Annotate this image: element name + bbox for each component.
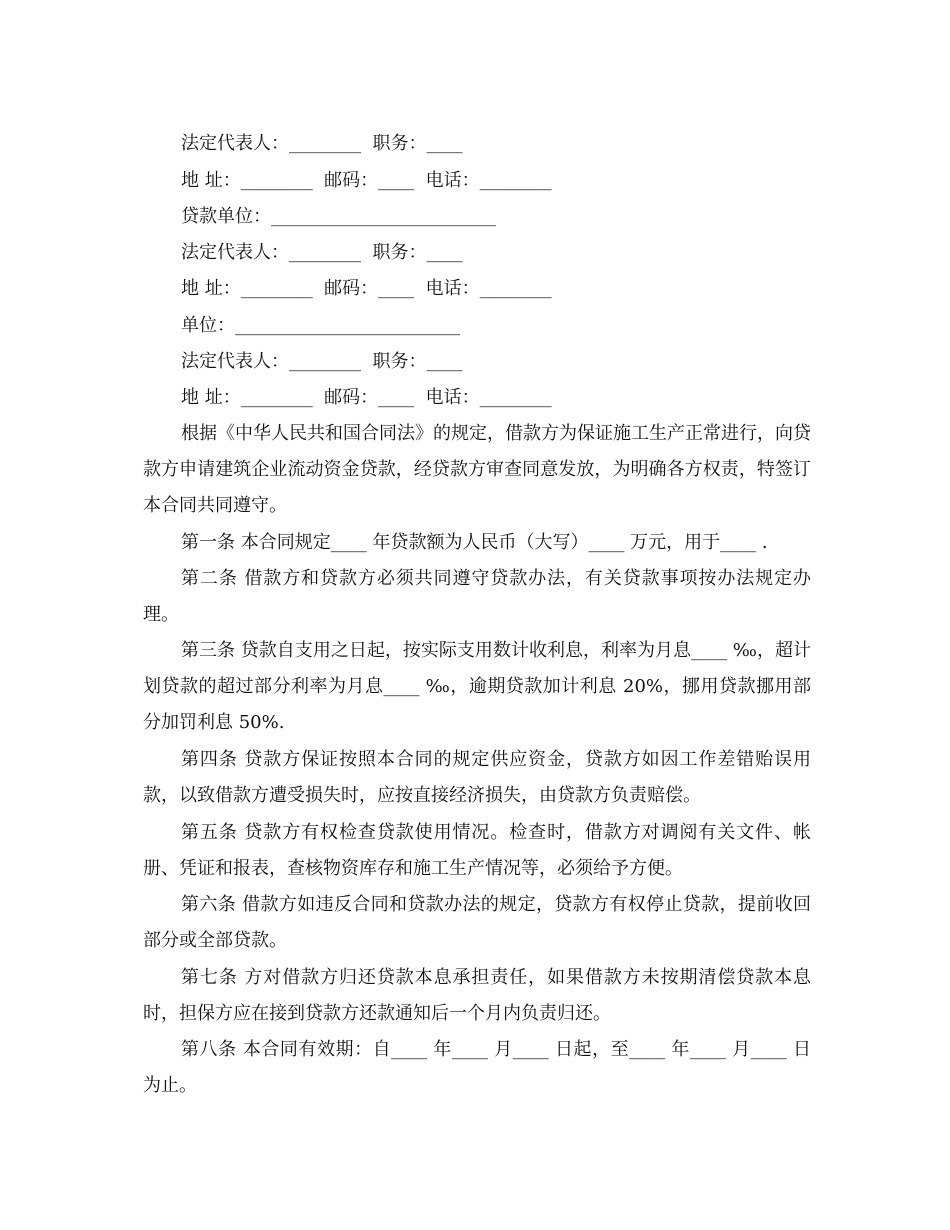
address-line-3: 地 址：________ 邮码：____ 电话：________ <box>181 387 552 408</box>
address-line-2: 地 址：________ 邮码：____ 电话：________ <box>181 278 552 299</box>
article-2-paragraph: 第二条 借款方和贷款方必须共同遵守贷款办法，有关贷款事项按办法规定办理。 <box>143 568 811 626</box>
legal-representative-line-2: 法定代表人：________ 职务：____ <box>181 242 463 263</box>
article-4-paragraph: 第四条 贷款方保证按照本合同的规定供应资金，贷款方如因工作差错贻误用款，以致借款方遭受损失时，应按直接经济损失，由贷款方负责赔偿。 <box>143 749 811 807</box>
article-1-paragraph: 第一条 本合同规定____ 年贷款额为人民币（大写）____ 万元，用于____ . <box>181 532 768 553</box>
article-5-paragraph: 第五条 贷款方有权检查贷款使用情况。检查时，借款方对调阅有关文件、帐册、凭证和报表，查核物资库存和施工生产情况等，必须给予方便。 <box>143 822 811 880</box>
legal-representative-line-3: 法定代表人：________ 职务：____ <box>181 351 463 372</box>
lender-unit-line: 贷款单位：_________________________ <box>181 206 496 227</box>
unit-line: 单位：_________________________ <box>181 315 460 336</box>
article-8-paragraph: 第八条 本合同有效期：自____ 年____ 月____ 日起，至____ 年____ 月____ 日为止。 <box>143 1039 811 1097</box>
address-line-1: 地 址：________ 邮码：____ 电话：________ <box>181 170 552 191</box>
preamble-paragraph: 根据《中华人民共和国合同法》的规定，借款方为保证施工生产正常进行，向贷款方申请建筑企业流动资金贷款，经贷款方审查同意发放，为明确各方权责，特签订本合同共同遵守。 <box>143 423 811 517</box>
article-3-paragraph: 第三条 贷款自支用之日起，按实际支用数计收利息，利率为月息____ ‰，超计划贷款的超过部分利率为月息____ ‰，逾期贷款加计利息 20%，挪用贷款挪用部分加罚利息 50%. <box>143 640 811 734</box>
legal-representative-line-1: 法定代表人：________ 职务：____ <box>181 133 463 154</box>
article-7-paragraph: 第七条 方对借款方归还贷款本息承担责任，如果借款方未按期清偿贷款本息时，担保方应在接到贷款方还款通知后一个月内负责归还。 <box>143 967 811 1025</box>
article-6-paragraph: 第六条 借款方如违反合同和贷款办法的规定，贷款方有权停止贷款，提前收回部分或全部贷款。 <box>143 894 811 952</box>
